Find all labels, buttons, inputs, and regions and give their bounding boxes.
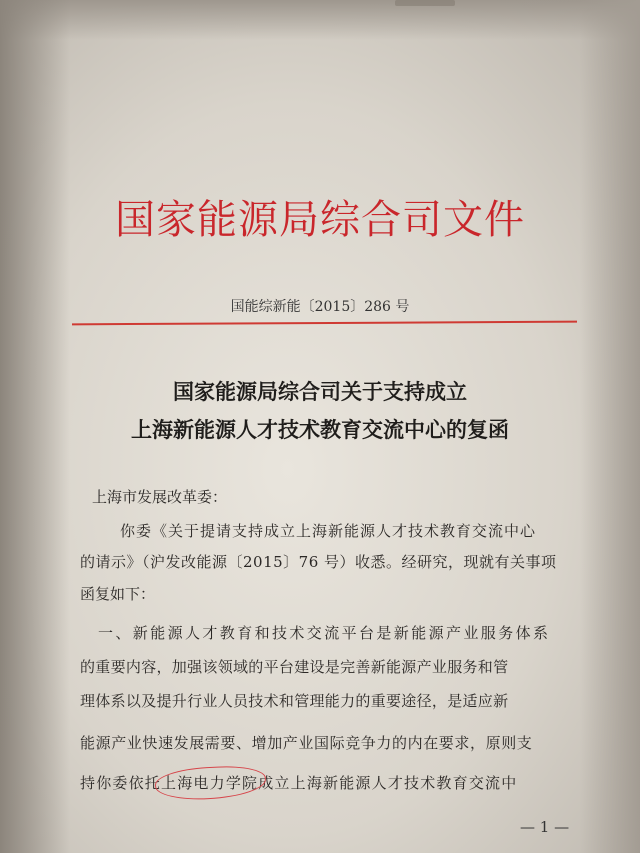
paragraph-2-line-3: 理体系以及提升行业人员技术和管理能力的重要途径，是适应新 [80,692,509,710]
circled-institution-name: 上海电力学院 [161,774,259,792]
paragraph-2-line-1: 一、新能源人才教育和技术交流平台是新能源产业服务体系 [98,624,551,642]
paragraph-2-line-4: 能源产业快速发展需要、增加产业国际竞争力的内在要求，原则支 [80,734,533,752]
document-title-line-1: 国家能源局综合司关于支持成立 [173,379,467,404]
paragraph-1-line-3: 函复如下： [80,585,156,603]
top-shadow [0,0,640,40]
issuer-header: 国家能源局综合司文件 [115,197,525,243]
line-5-suffix: 成立上海新能源人才技术教育交流中 [258,774,518,792]
paragraph-1-line-1: 你委《关于提请支持成立上海新能源人才技术教育交流中心 [120,522,537,540]
header-divider [72,321,577,326]
page-number: — 1 — [520,818,570,836]
document-number: 国能综新能〔2015〕286 号 [230,299,410,315]
paragraph-2-line-2: 的重要内容，加强该领域的平台建设是完善新能源产业服务和管 [80,658,509,676]
paragraph-1-line-2: 的请示》（沪发改能源〔2015〕76 号）收悉。经研究，现就有关事项 [80,553,557,571]
salutation: 上海市发展改革委： [92,488,228,506]
document-title-line-2: 上海新能源人才技术教育交流中心的复函 [131,417,509,442]
paragraph-2-line-5 [80,772,517,793]
line-5-prefix: 持你委依托 [80,774,162,792]
bleed-through-mark [395,0,455,6]
